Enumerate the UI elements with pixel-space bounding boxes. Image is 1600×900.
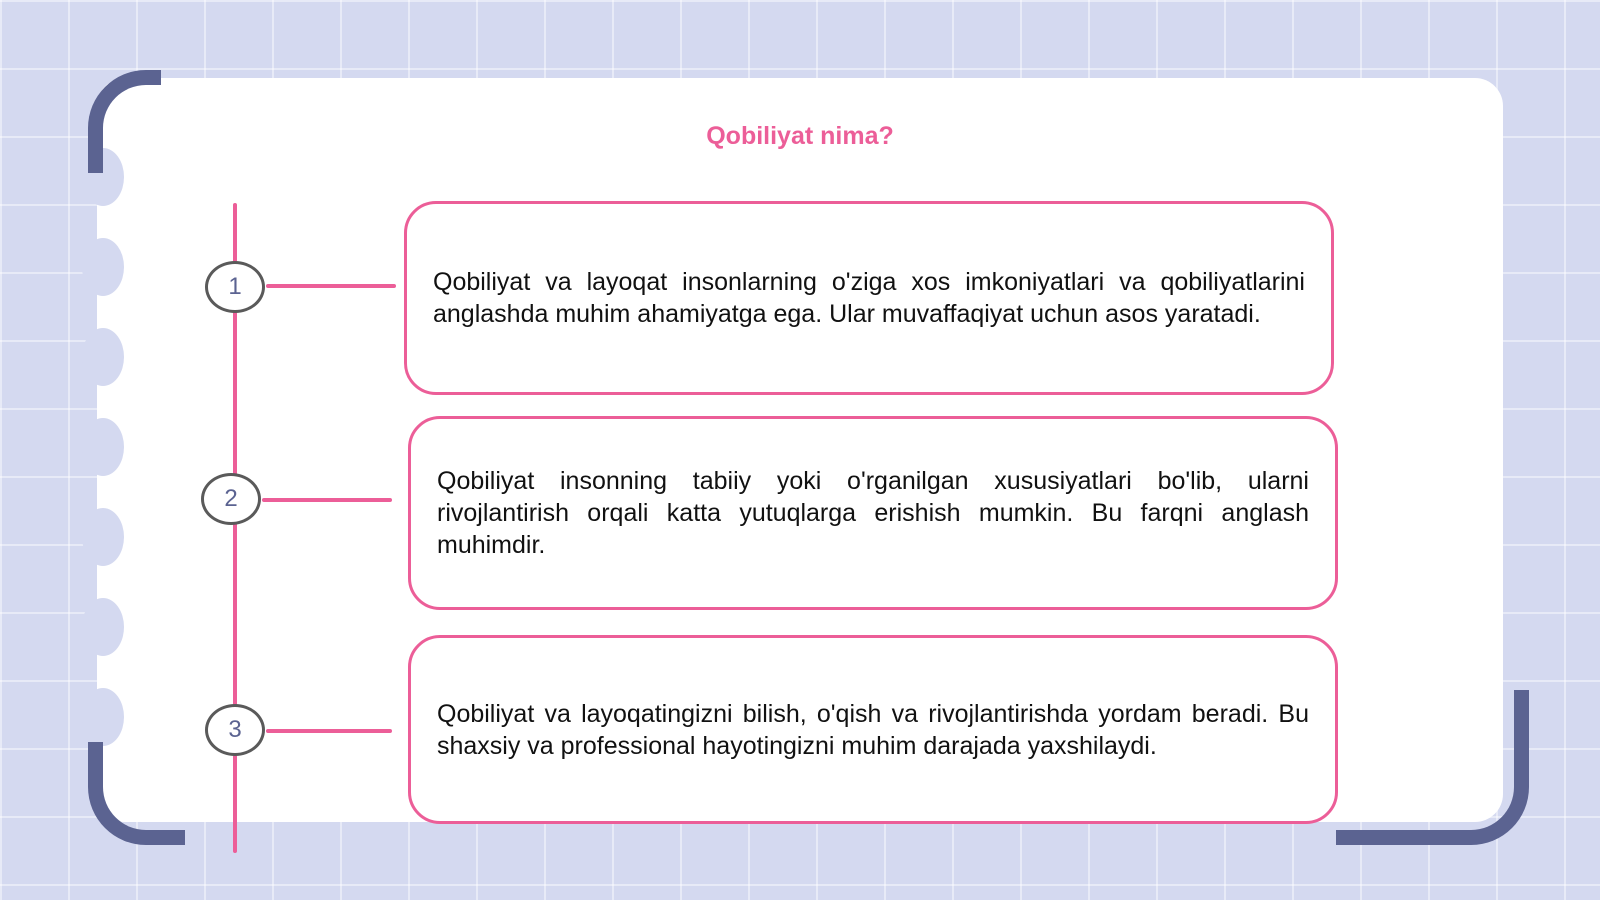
step-box-3 <box>408 635 1338 824</box>
card-notch <box>82 238 124 296</box>
step-number-1: 1 <box>205 261 265 313</box>
card-notch <box>82 508 124 566</box>
step-number-2: 2 <box>201 473 261 525</box>
card-notch <box>82 688 124 746</box>
timeline-connector <box>266 729 392 733</box>
card-notch <box>82 598 124 656</box>
step-text-1: Qobiliyat va layoqat insonlarning o'ziga xos imkoniyatlari va qobiliyatlarini anglashda muhim ahamiyatga ega. Ular muvaffaqiyat uchun asos yaratadi. <box>433 268 1305 328</box>
step-box-1 <box>404 201 1334 395</box>
slide-title: Qobiliyat nima? <box>706 122 894 150</box>
timeline-connector <box>262 498 392 502</box>
step-text-3: Qobiliyat va layoqatingizni bilish, o'qish va rivojlantirishda yordam beradi. Bu shaxsiy va professional hayotingizni muhim darajada yaxshilaydi. <box>437 699 1309 760</box>
card-notch <box>82 328 124 386</box>
corner-bracket-bottom-right <box>1336 690 1529 845</box>
timeline-connector <box>266 284 396 288</box>
card-notch <box>82 418 124 476</box>
corner-bracket-bottom-left <box>88 742 185 845</box>
step-number-3: 3 <box>205 704 265 756</box>
step-box-2 <box>408 416 1338 610</box>
corner-bracket-top-left <box>88 70 161 173</box>
step-text-2: Qobiliyat insonning tabiiy yoki o'rganilgan xususiyatlari bo'lib, ularni rivojlantirish orqali katta yutuqlarga erishish mumkin. Bu farqni anglash muhimdir. <box>437 467 1309 559</box>
